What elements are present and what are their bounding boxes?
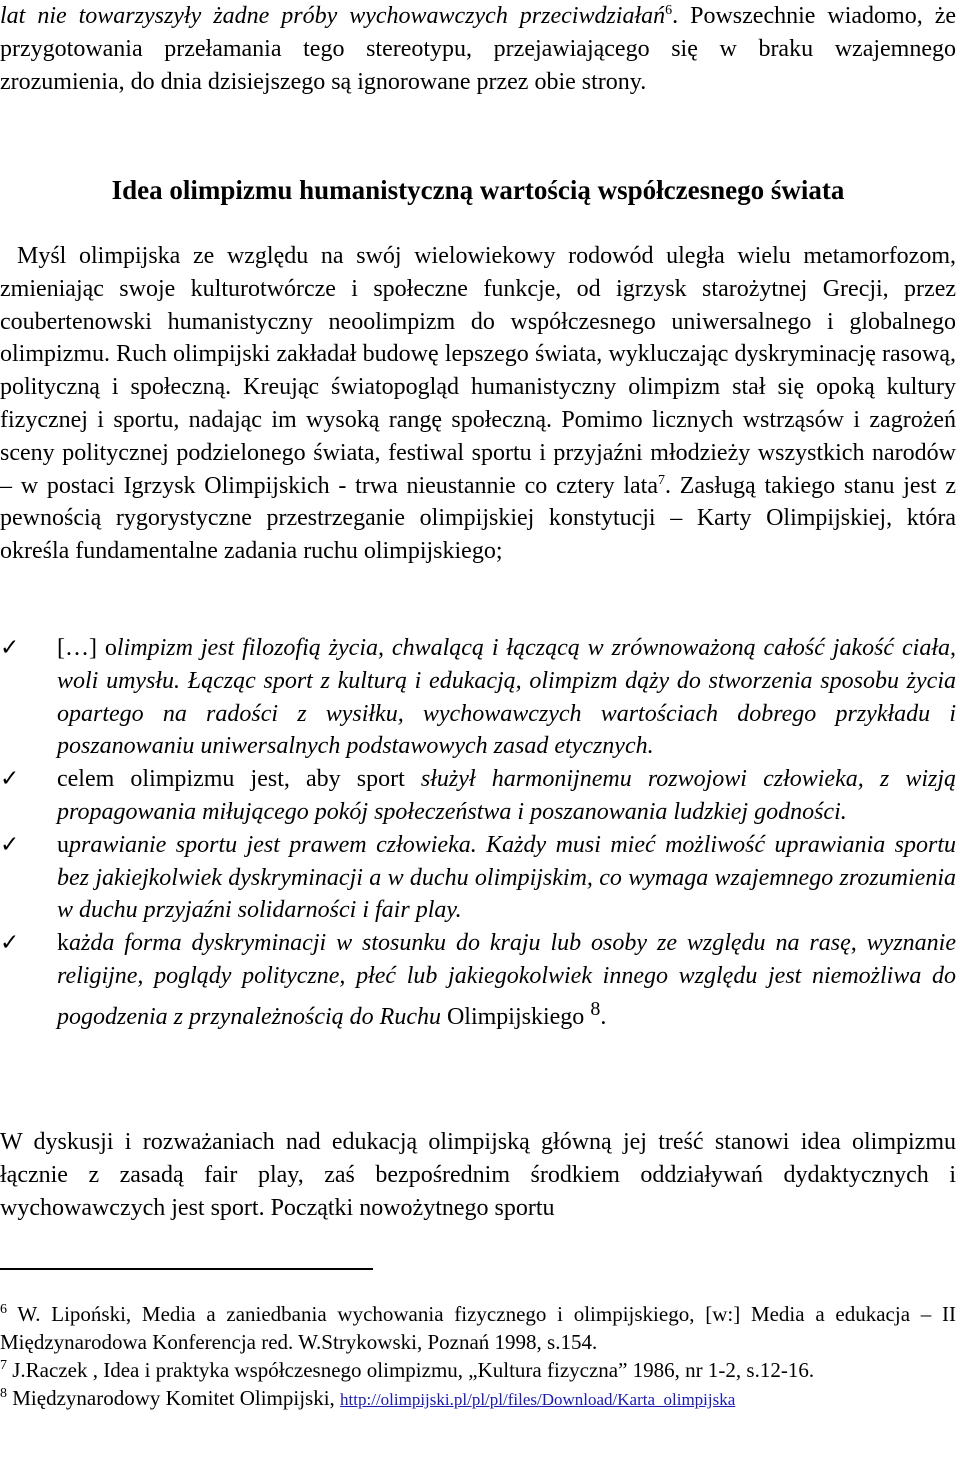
main-paragraph-text-end: . Zasługą takiego stanu jest z pewnością rygorystyczne przestrzeganie olimpijskiej konstytucji – Karty Olimpijskiej, która określa fundamentalne zadania ruchu olimpijskiego; [0,472,956,565]
checkmark-icon: ✓ [0,635,20,661]
top-paragraph [0,0,956,98]
checkmark-icon: ✓ [0,766,20,793]
checkmark-icon: ✓ [0,930,20,957]
list-item-plain-end: Olimpijskiego [440,1003,591,1030]
list-item-plain: […] o [57,635,117,661]
list-item [0,927,956,1033]
list-item-plain: k [57,930,69,957]
footnote-number: 7 [0,1358,7,1373]
footnotes [0,1300,956,1414]
footnote-ref-6[interactable]: 6 [665,3,673,18]
footnote-6 [0,1300,956,1356]
top-paragraph-italic: lat nie towarzyszyły żadne próby wychowawczych przeciwdziałań [0,3,666,29]
footnote-number: 6 [0,1302,7,1317]
list-item-italic: służył harmonijnemu rozwojowi człowieka, z wizją propagowania miłującego pokój społeczeństwa i poszanowania ludzkiej godności. [57,766,957,825]
list-item [0,763,956,829]
footnote-ref-8[interactable]: 8 [590,997,601,1020]
list-item-plain: celem olimpizmu jest, aby sport [57,766,421,793]
list-item-italic: prawianie sportu jest prawem człowieka. Każdy musi mieć możliwość uprawiania sportu bez jakiejkolwiek dyskryminacji a w duchu olimpijskim, co wymaga wzajemnego zrozumienia w duchu przyjaźni solidarności i fair play. [57,831,956,924]
top-paragraph-rest: . Powszechnie wiadomo, że przygotowania przełamania tego stereotypu, przejawiającego się w braku wzajemnego zrozumienia, do dnia dzisiejszego są ignorowane przez obie strony. [0,3,957,95]
footnote-text: Międzynarodowy Komitet Olimpijski, [7,1386,341,1410]
list-item-italic: limpizm jest filozofią życia, chwalącą i łączącą w zrównoważoną całość jakość ciała, woli umysłu. Łącząc sport z kulturą i edukacją, olimpizm dąży do stworzenia sposobu życia opartego na radości z wysiłku, wychowawczych wartościach dobrego przykładu i poszanowaniu uniwersalnych podstawowych zasad etycznych. [57,635,956,760]
list-item-plain: u [57,831,69,858]
list-item-tail: . [600,1003,607,1030]
footnote-text: J.Raczek , Idea i praktyka współczesnego olimpizmu, „Kultura fizyczna” 1986, nr 1-2, s.12-16. [7,1358,815,1382]
footnote-7 [0,1356,956,1384]
closing-paragraph: W dyskusji i rozważaniach nad edukacją olimpijską główną jej treść stanowi idea olimpizmu łącznie z zasadą fair play, zaś bezpośrednim środkiem oddziaływań dydaktycznych i wychowawczych jest sport. Początki nowożytnego sportu [0,1129,956,1221]
charter-link[interactable]: http://olimpijski.pl/pl/pl/files/Download/Karta_olimpijska [340,1390,736,1409]
checkmark-icon: ✓ [0,831,20,858]
footnote-number: 8 [0,1386,7,1401]
section-heading: Idea olimpizmu humanistyczną wartością współczesnego świata [111,175,845,205]
list-item [0,632,956,763]
list-item [0,829,956,927]
footnote-ref-7[interactable]: 7 [657,472,665,488]
olympic-principles-list [0,632,956,1034]
main-paragraph-text: Myśl olimpijska ze względu na swój wielowiekowy rodowód uległa wielu metamorfozom, zmieniając swoje kulturotwórcze i społeczne funkcje, od igrzysk starożytnej Grecji, przez coubertenowski humanistyczny neoolimpizm do współczesnego uniwersalnego i globalnego olimpizmu. Ruch olimpijski zakładał budowę lepszego świata, wykluczając dyskryminację rasową, polityczną i społeczną. Kreując światopogląd humanistyczny olimpizm stał się opoką kultury fizycznej i sportu, nadając im wysoką rangę społeczną. Pomimo licznych wstrząsów i zagrożeń sceny politycznej podzielonego świata, festiwal sportu i przyjaźni młodzieży wszystkich narodów – w postaci Igrzysk Olimpijskich - trwa nieustannie co cztery lata [0,243,956,499]
list-item-italic: ażda forma dyskryminacji w stosunku do kraju lub osoby ze względu na rasę, wyznanie religijne, poglądy polityczne, płeć lub jakiegokolwiek innego względu jest niemożliwa do pogodzenia z przynależnością do Ruchu [57,930,956,1030]
footnote-text: W. Lipoński, Media a zaniedbania wychowania fizycznego i olimpijskiego, [w:] Media a edukacja – II Międzynarodowa Konferencja red. W.Strykowski, Poznań 1998, s.154. [0,1302,956,1354]
main-paragraph [0,240,956,568]
footnote-8 [0,1384,956,1414]
footnote-separator [0,1268,373,1270]
